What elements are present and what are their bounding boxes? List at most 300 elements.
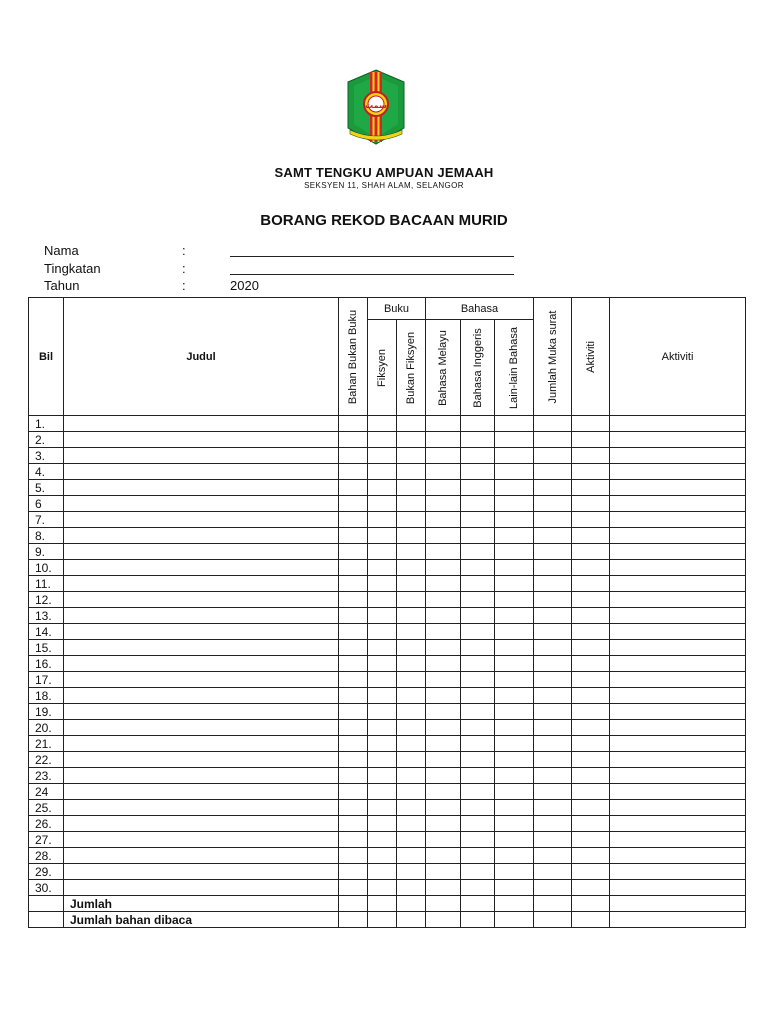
entry-cell[interactable] xyxy=(495,736,534,752)
entry-cell[interactable] xyxy=(339,464,368,480)
entry-cell[interactable] xyxy=(368,528,397,544)
entry-cell[interactable] xyxy=(397,720,426,736)
entry-cell[interactable] xyxy=(368,480,397,496)
entry-cell[interactable] xyxy=(572,608,610,624)
judul-cell[interactable] xyxy=(64,512,339,528)
entry-cell[interactable] xyxy=(461,656,495,672)
entry-cell[interactable] xyxy=(397,864,426,880)
entry-cell[interactable] xyxy=(610,688,746,704)
entry-cell[interactable] xyxy=(534,560,572,576)
judul-cell[interactable] xyxy=(64,560,339,576)
entry-cell[interactable] xyxy=(461,848,495,864)
judul-cell[interactable] xyxy=(64,416,339,432)
entry-cell[interactable] xyxy=(572,880,610,896)
entry-cell[interactable] xyxy=(339,416,368,432)
entry-cell[interactable] xyxy=(397,496,426,512)
entry-cell[interactable] xyxy=(426,736,461,752)
entry-cell[interactable] xyxy=(426,704,461,720)
entry-cell[interactable] xyxy=(426,624,461,640)
entry-cell[interactable] xyxy=(397,832,426,848)
entry-cell[interactable] xyxy=(572,544,610,560)
judul-cell[interactable] xyxy=(64,800,339,816)
entry-cell[interactable] xyxy=(495,704,534,720)
entry-cell[interactable] xyxy=(426,448,461,464)
nama-input-line[interactable] xyxy=(230,256,514,257)
entry-cell[interactable] xyxy=(495,528,534,544)
entry-cell[interactable] xyxy=(610,448,746,464)
entry-cell[interactable] xyxy=(495,720,534,736)
judul-cell[interactable] xyxy=(64,720,339,736)
entry-cell[interactable] xyxy=(339,832,368,848)
entry-cell[interactable] xyxy=(572,672,610,688)
entry-cell[interactable] xyxy=(534,512,572,528)
entry-cell[interactable] xyxy=(397,560,426,576)
entry-cell[interactable] xyxy=(572,592,610,608)
entry-cell[interactable] xyxy=(610,736,746,752)
entry-cell[interactable] xyxy=(534,528,572,544)
entry-cell[interactable] xyxy=(426,432,461,448)
entry-cell[interactable] xyxy=(339,848,368,864)
entry-cell[interactable] xyxy=(339,672,368,688)
entry-cell[interactable] xyxy=(368,752,397,768)
entry-cell[interactable] xyxy=(534,720,572,736)
entry-cell[interactable] xyxy=(495,832,534,848)
entry-cell[interactable] xyxy=(426,512,461,528)
entry-cell[interactable] xyxy=(397,688,426,704)
entry-cell[interactable] xyxy=(426,768,461,784)
entry-cell[interactable] xyxy=(461,784,495,800)
judul-cell[interactable] xyxy=(64,848,339,864)
judul-cell[interactable] xyxy=(64,672,339,688)
entry-cell[interactable] xyxy=(495,464,534,480)
entry-cell[interactable] xyxy=(461,672,495,688)
entry-cell[interactable] xyxy=(534,592,572,608)
judul-cell[interactable] xyxy=(64,608,339,624)
entry-cell[interactable] xyxy=(534,880,572,896)
entry-cell[interactable] xyxy=(534,480,572,496)
entry-cell[interactable] xyxy=(397,800,426,816)
entry-cell[interactable] xyxy=(426,816,461,832)
entry-cell[interactable] xyxy=(461,544,495,560)
entry-cell[interactable] xyxy=(397,736,426,752)
entry-cell[interactable] xyxy=(610,592,746,608)
entry-cell[interactable] xyxy=(426,848,461,864)
entry-cell[interactable] xyxy=(495,416,534,432)
entry-cell[interactable] xyxy=(572,800,610,816)
judul-cell[interactable] xyxy=(64,624,339,640)
entry-cell[interactable] xyxy=(339,784,368,800)
entry-cell[interactable] xyxy=(397,576,426,592)
entry-cell[interactable] xyxy=(572,512,610,528)
entry-cell[interactable] xyxy=(397,672,426,688)
entry-cell[interactable] xyxy=(426,464,461,480)
entry-cell[interactable] xyxy=(461,752,495,768)
entry-cell[interactable] xyxy=(461,560,495,576)
entry-cell[interactable] xyxy=(534,544,572,560)
entry-cell[interactable] xyxy=(610,752,746,768)
entry-cell[interactable] xyxy=(495,688,534,704)
entry-cell[interactable] xyxy=(397,784,426,800)
entry-cell[interactable] xyxy=(368,544,397,560)
entry-cell[interactable] xyxy=(610,704,746,720)
entry-cell[interactable] xyxy=(368,576,397,592)
entry-cell[interactable] xyxy=(610,544,746,560)
entry-cell[interactable] xyxy=(610,848,746,864)
entry-cell[interactable] xyxy=(534,848,572,864)
entry-cell[interactable] xyxy=(426,480,461,496)
judul-cell[interactable] xyxy=(64,528,339,544)
entry-cell[interactable] xyxy=(426,496,461,512)
entry-cell[interactable] xyxy=(461,608,495,624)
entry-cell[interactable] xyxy=(534,704,572,720)
entry-cell[interactable] xyxy=(610,512,746,528)
entry-cell[interactable] xyxy=(426,800,461,816)
entry-cell[interactable] xyxy=(610,432,746,448)
entry-cell[interactable] xyxy=(572,496,610,512)
entry-cell[interactable] xyxy=(572,448,610,464)
judul-cell[interactable] xyxy=(64,448,339,464)
entry-cell[interactable] xyxy=(368,816,397,832)
entry-cell[interactable] xyxy=(339,816,368,832)
entry-cell[interactable] xyxy=(461,768,495,784)
entry-cell[interactable] xyxy=(534,816,572,832)
entry-cell[interactable] xyxy=(397,416,426,432)
entry-cell[interactable] xyxy=(368,560,397,576)
entry-cell[interactable] xyxy=(368,464,397,480)
entry-cell[interactable] xyxy=(572,864,610,880)
entry-cell[interactable] xyxy=(610,480,746,496)
entry-cell[interactable] xyxy=(426,640,461,656)
entry-cell[interactable] xyxy=(572,656,610,672)
entry-cell[interactable] xyxy=(368,640,397,656)
entry-cell[interactable] xyxy=(534,864,572,880)
entry-cell[interactable] xyxy=(461,720,495,736)
entry-cell[interactable] xyxy=(368,496,397,512)
entry-cell[interactable] xyxy=(534,640,572,656)
entry-cell[interactable] xyxy=(397,592,426,608)
entry-cell[interactable] xyxy=(426,592,461,608)
entry-cell[interactable] xyxy=(426,576,461,592)
entry-cell[interactable] xyxy=(426,528,461,544)
entry-cell[interactable] xyxy=(572,848,610,864)
judul-cell[interactable] xyxy=(64,704,339,720)
entry-cell[interactable] xyxy=(461,688,495,704)
entry-cell[interactable] xyxy=(397,464,426,480)
entry-cell[interactable] xyxy=(610,624,746,640)
entry-cell[interactable] xyxy=(534,432,572,448)
entry-cell[interactable] xyxy=(461,880,495,896)
entry-cell[interactable] xyxy=(368,592,397,608)
entry-cell[interactable] xyxy=(572,480,610,496)
judul-cell[interactable] xyxy=(64,592,339,608)
entry-cell[interactable] xyxy=(495,800,534,816)
entry-cell[interactable] xyxy=(495,752,534,768)
entry-cell[interactable] xyxy=(426,688,461,704)
entry-cell[interactable] xyxy=(610,496,746,512)
entry-cell[interactable] xyxy=(534,752,572,768)
entry-cell[interactable] xyxy=(397,752,426,768)
entry-cell[interactable] xyxy=(534,784,572,800)
judul-cell[interactable] xyxy=(64,640,339,656)
entry-cell[interactable] xyxy=(368,768,397,784)
entry-cell[interactable] xyxy=(495,576,534,592)
entry-cell[interactable] xyxy=(461,816,495,832)
entry-cell[interactable] xyxy=(397,640,426,656)
entry-cell[interactable] xyxy=(339,768,368,784)
entry-cell[interactable] xyxy=(426,864,461,880)
judul-cell[interactable] xyxy=(64,688,339,704)
entry-cell[interactable] xyxy=(368,720,397,736)
judul-cell[interactable] xyxy=(64,496,339,512)
entry-cell[interactable] xyxy=(610,576,746,592)
entry-cell[interactable] xyxy=(572,784,610,800)
entry-cell[interactable] xyxy=(397,624,426,640)
entry-cell[interactable] xyxy=(339,432,368,448)
entry-cell[interactable] xyxy=(610,608,746,624)
entry-cell[interactable] xyxy=(461,528,495,544)
entry-cell[interactable] xyxy=(339,640,368,656)
entry-cell[interactable] xyxy=(461,576,495,592)
entry-cell[interactable] xyxy=(397,880,426,896)
entry-cell[interactable] xyxy=(534,672,572,688)
entry-cell[interactable] xyxy=(534,736,572,752)
entry-cell[interactable] xyxy=(339,704,368,720)
judul-cell[interactable] xyxy=(64,656,339,672)
entry-cell[interactable] xyxy=(397,544,426,560)
entry-cell[interactable] xyxy=(339,576,368,592)
entry-cell[interactable] xyxy=(495,816,534,832)
entry-cell[interactable] xyxy=(610,832,746,848)
entry-cell[interactable] xyxy=(572,464,610,480)
entry-cell[interactable] xyxy=(461,704,495,720)
entry-cell[interactable] xyxy=(426,560,461,576)
entry-cell[interactable] xyxy=(495,432,534,448)
entry-cell[interactable] xyxy=(534,416,572,432)
judul-cell[interactable] xyxy=(64,864,339,880)
entry-cell[interactable] xyxy=(461,624,495,640)
entry-cell[interactable] xyxy=(368,736,397,752)
entry-cell[interactable] xyxy=(461,736,495,752)
entry-cell[interactable] xyxy=(461,592,495,608)
entry-cell[interactable] xyxy=(610,640,746,656)
entry-cell[interactable] xyxy=(534,656,572,672)
entry-cell[interactable] xyxy=(461,416,495,432)
entry-cell[interactable] xyxy=(339,800,368,816)
entry-cell[interactable] xyxy=(572,688,610,704)
entry-cell[interactable] xyxy=(426,832,461,848)
entry-cell[interactable] xyxy=(368,416,397,432)
entry-cell[interactable] xyxy=(339,592,368,608)
entry-cell[interactable] xyxy=(368,656,397,672)
entry-cell[interactable] xyxy=(495,496,534,512)
entry-cell[interactable] xyxy=(426,544,461,560)
entry-cell[interactable] xyxy=(572,752,610,768)
judul-cell[interactable] xyxy=(64,768,339,784)
entry-cell[interactable] xyxy=(461,480,495,496)
judul-cell[interactable] xyxy=(64,752,339,768)
entry-cell[interactable] xyxy=(397,448,426,464)
entry-cell[interactable] xyxy=(426,608,461,624)
entry-cell[interactable] xyxy=(534,448,572,464)
entry-cell[interactable] xyxy=(610,560,746,576)
entry-cell[interactable] xyxy=(339,688,368,704)
entry-cell[interactable] xyxy=(426,656,461,672)
entry-cell[interactable] xyxy=(534,832,572,848)
judul-cell[interactable] xyxy=(64,576,339,592)
entry-cell[interactable] xyxy=(426,720,461,736)
entry-cell[interactable] xyxy=(461,800,495,816)
entry-cell[interactable] xyxy=(534,496,572,512)
entry-cell[interactable] xyxy=(461,464,495,480)
entry-cell[interactable] xyxy=(339,624,368,640)
entry-cell[interactable] xyxy=(495,640,534,656)
entry-cell[interactable] xyxy=(368,448,397,464)
entry-cell[interactable] xyxy=(339,736,368,752)
entry-cell[interactable] xyxy=(339,480,368,496)
entry-cell[interactable] xyxy=(461,864,495,880)
entry-cell[interactable] xyxy=(495,560,534,576)
entry-cell[interactable] xyxy=(397,704,426,720)
entry-cell[interactable] xyxy=(368,432,397,448)
entry-cell[interactable] xyxy=(534,464,572,480)
entry-cell[interactable] xyxy=(368,784,397,800)
entry-cell[interactable] xyxy=(495,624,534,640)
entry-cell[interactable] xyxy=(495,512,534,528)
entry-cell[interactable] xyxy=(572,720,610,736)
entry-cell[interactable] xyxy=(397,480,426,496)
entry-cell[interactable] xyxy=(368,880,397,896)
entry-cell[interactable] xyxy=(572,528,610,544)
entry-cell[interactable] xyxy=(461,832,495,848)
entry-cell[interactable] xyxy=(368,848,397,864)
entry-cell[interactable] xyxy=(495,480,534,496)
entry-cell[interactable] xyxy=(495,592,534,608)
entry-cell[interactable] xyxy=(610,768,746,784)
entry-cell[interactable] xyxy=(534,576,572,592)
entry-cell[interactable] xyxy=(426,672,461,688)
entry-cell[interactable] xyxy=(495,784,534,800)
entry-cell[interactable] xyxy=(610,464,746,480)
entry-cell[interactable] xyxy=(610,720,746,736)
entry-cell[interactable] xyxy=(397,768,426,784)
entry-cell[interactable] xyxy=(339,448,368,464)
entry-cell[interactable] xyxy=(534,768,572,784)
tingkatan-input-line[interactable] xyxy=(230,274,514,275)
entry-cell[interactable] xyxy=(610,416,746,432)
entry-cell[interactable] xyxy=(610,864,746,880)
entry-cell[interactable] xyxy=(397,432,426,448)
entry-cell[interactable] xyxy=(339,752,368,768)
judul-cell[interactable] xyxy=(64,432,339,448)
entry-cell[interactable] xyxy=(339,544,368,560)
entry-cell[interactable] xyxy=(397,848,426,864)
entry-cell[interactable] xyxy=(572,816,610,832)
entry-cell[interactable] xyxy=(495,672,534,688)
entry-cell[interactable] xyxy=(572,624,610,640)
entry-cell[interactable] xyxy=(461,448,495,464)
judul-cell[interactable] xyxy=(64,832,339,848)
entry-cell[interactable] xyxy=(426,752,461,768)
entry-cell[interactable] xyxy=(495,608,534,624)
entry-cell[interactable] xyxy=(397,512,426,528)
entry-cell[interactable] xyxy=(368,864,397,880)
entry-cell[interactable] xyxy=(572,736,610,752)
entry-cell[interactable] xyxy=(610,528,746,544)
entry-cell[interactable] xyxy=(572,432,610,448)
judul-cell[interactable] xyxy=(64,464,339,480)
judul-cell[interactable] xyxy=(64,736,339,752)
entry-cell[interactable] xyxy=(534,688,572,704)
judul-cell[interactable] xyxy=(64,816,339,832)
entry-cell[interactable] xyxy=(339,496,368,512)
entry-cell[interactable] xyxy=(610,672,746,688)
entry-cell[interactable] xyxy=(397,656,426,672)
entry-cell[interactable] xyxy=(495,448,534,464)
entry-cell[interactable] xyxy=(339,512,368,528)
judul-cell[interactable] xyxy=(64,784,339,800)
entry-cell[interactable] xyxy=(368,704,397,720)
entry-cell[interactable] xyxy=(368,688,397,704)
entry-cell[interactable] xyxy=(339,608,368,624)
entry-cell[interactable] xyxy=(495,656,534,672)
entry-cell[interactable] xyxy=(368,608,397,624)
entry-cell[interactable] xyxy=(495,544,534,560)
entry-cell[interactable] xyxy=(610,784,746,800)
entry-cell[interactable] xyxy=(534,608,572,624)
entry-cell[interactable] xyxy=(461,512,495,528)
entry-cell[interactable] xyxy=(397,528,426,544)
entry-cell[interactable] xyxy=(397,816,426,832)
judul-cell[interactable] xyxy=(64,480,339,496)
entry-cell[interactable] xyxy=(572,640,610,656)
entry-cell[interactable] xyxy=(426,416,461,432)
entry-cell[interactable] xyxy=(495,768,534,784)
entry-cell[interactable] xyxy=(534,624,572,640)
entry-cell[interactable] xyxy=(572,832,610,848)
entry-cell[interactable] xyxy=(368,672,397,688)
entry-cell[interactable] xyxy=(339,560,368,576)
entry-cell[interactable] xyxy=(368,832,397,848)
entry-cell[interactable] xyxy=(610,880,746,896)
entry-cell[interactable] xyxy=(461,496,495,512)
entry-cell[interactable] xyxy=(495,880,534,896)
entry-cell[interactable] xyxy=(572,768,610,784)
entry-cell[interactable] xyxy=(610,656,746,672)
entry-cell[interactable] xyxy=(339,528,368,544)
entry-cell[interactable] xyxy=(495,864,534,880)
entry-cell[interactable] xyxy=(461,640,495,656)
judul-cell[interactable] xyxy=(64,544,339,560)
entry-cell[interactable] xyxy=(426,784,461,800)
entry-cell[interactable] xyxy=(610,800,746,816)
entry-cell[interactable] xyxy=(461,432,495,448)
entry-cell[interactable] xyxy=(572,560,610,576)
entry-cell[interactable] xyxy=(495,848,534,864)
judul-cell[interactable] xyxy=(64,880,339,896)
entry-cell[interactable] xyxy=(368,512,397,528)
entry-cell[interactable] xyxy=(610,816,746,832)
entry-cell[interactable] xyxy=(572,416,610,432)
entry-cell[interactable] xyxy=(339,880,368,896)
entry-cell[interactable] xyxy=(397,608,426,624)
entry-cell[interactable] xyxy=(368,800,397,816)
entry-cell[interactable] xyxy=(572,704,610,720)
entry-cell[interactable] xyxy=(572,576,610,592)
entry-cell[interactable] xyxy=(339,864,368,880)
entry-cell[interactable] xyxy=(426,880,461,896)
entry-cell[interactable] xyxy=(534,800,572,816)
entry-cell[interactable] xyxy=(368,624,397,640)
